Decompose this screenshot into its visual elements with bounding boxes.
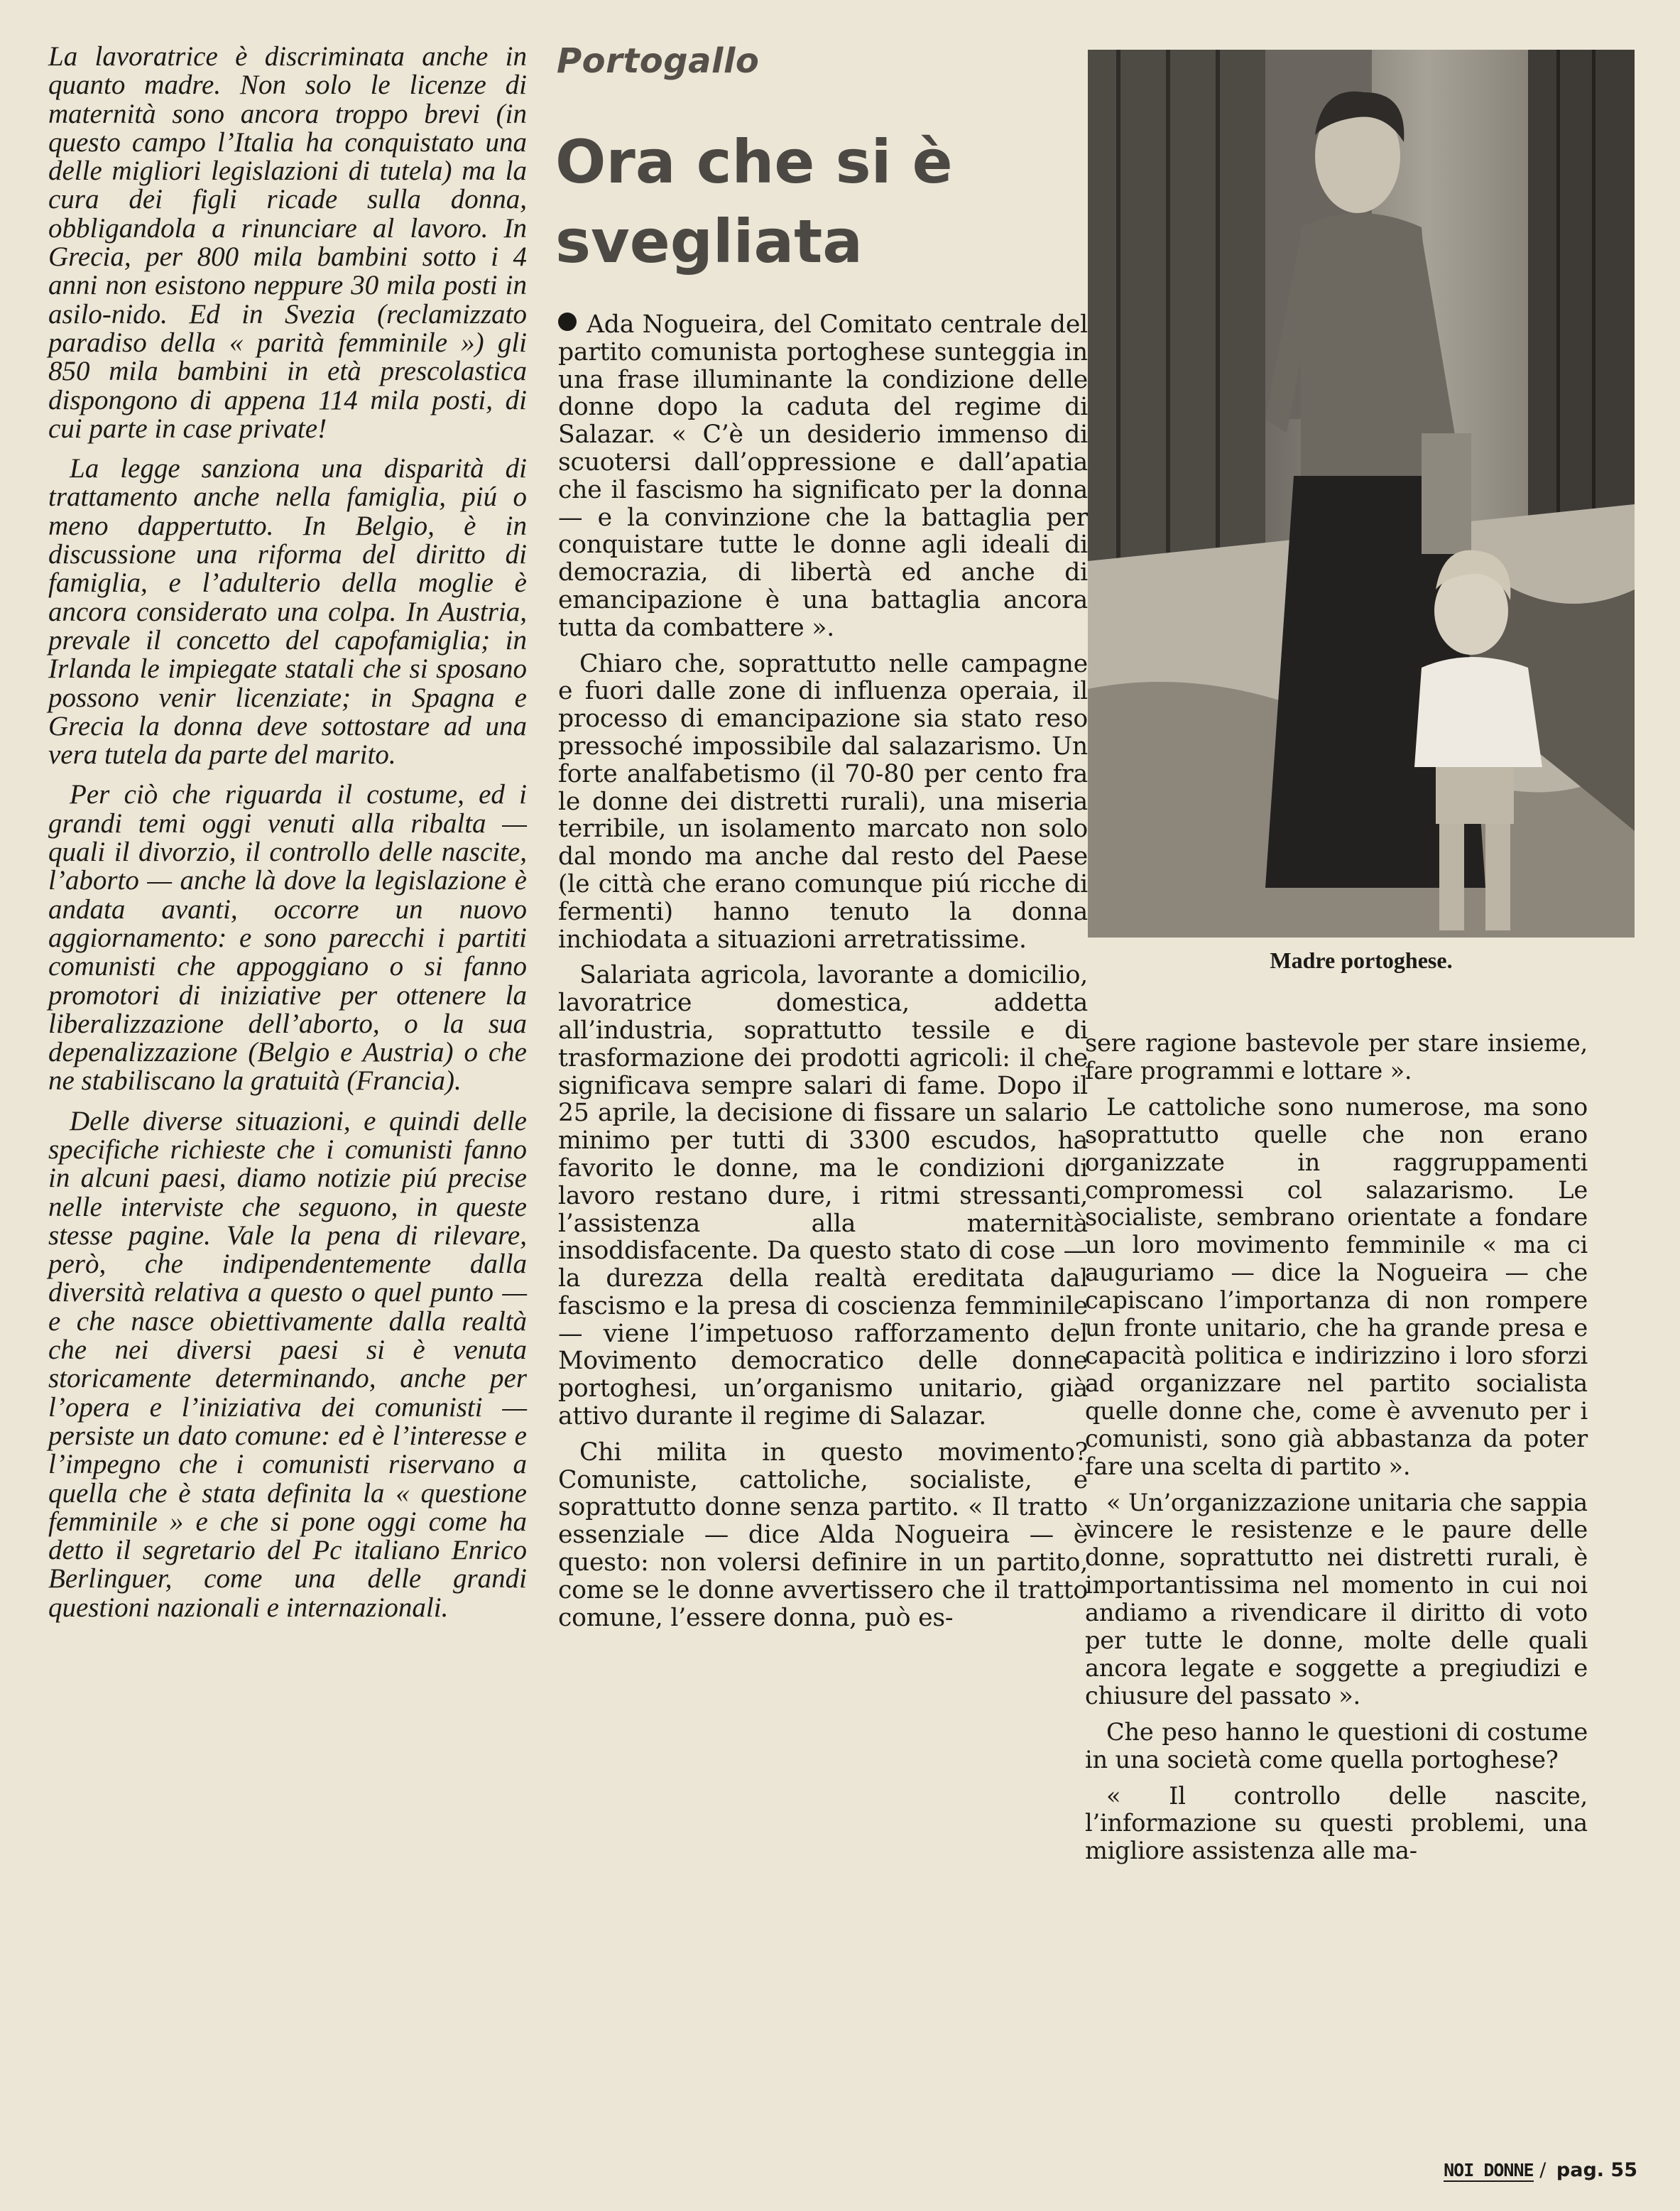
article-headline: Ora che si è svegliata (555, 127, 953, 276)
photo-illustration (1088, 50, 1635, 938)
article-paragraph: Che peso hanno le questioni di costume in una società come quella portoghese? (1085, 1717, 1588, 1773)
article-paragraph: Chi milita in questo movimento? Comuniste, cattoliche, socialiste, e soprattutto donne senza partito. « Il tratto essenziale — dice Alda Nogueira — è questo: non volersi definire in un partito, come se le donne avvertissero che il tratto comune, l’essere donna, può es- (558, 1438, 1088, 1632)
photo-caption: Madre portoghese. (1270, 947, 1453, 973)
article-column-right (1085, 1030, 1588, 1874)
footer-separator: / (1539, 2159, 1547, 2181)
intro-paragraph: La lavoratrice è discriminata anche in quanto madre. Non solo le licenze di maternità sono ancora troppo brevi (in questo campo l’Italia ha conquistato una delle migliori legislazioni di tutela) ma la cura dei figli ricade sulla donna, obbligandola a rinunciare al lavoro. In Grecia, per 800 mila bambini sotto i 4 anni non esistono neppure 30 mila posti in asilo-nido. Ed in Svezia (reclamizzato paradiso della « parità femminile ») gli 850 mila bambini in età prescolastica dispongono di appena 114 mila posti, di cui parte in case private! (48, 41, 527, 444)
article-column-center (558, 311, 1088, 1640)
article-paragraph: « Il controllo delle nascite, l’informazione su questi problemi, una migliore assistenza alle ma- (1085, 1781, 1588, 1865)
article-paragraph: « Un’organizzazione unitaria che sappia vincere le resistenze e le paure delle donne, soprattutto nei distretti rurali, è importantissima nel momento in cui noi andiamo a rivendicare il diritto di voto per tutte le donne, molte delle quali ancora legate e soggette a pregiudizi e chiusure del passato ». (1085, 1488, 1588, 1710)
intro-paragraph: Per ciò che riguarda il costume, ed i grandi temi oggi venuti alla ribalta — quali il divorzio, il controllo delle nascite, l’aborto — anche là dove la legislazione è andata avanti, occorre un nuovo aggiornamento: e sono parecchi i partiti comunisti che appoggiano o si fanno promotori di iniziative per ottenere la liberalizzazione dell’aborto, o la sua depenalizzazione (Belgio e Austria) o che ne stabiliscano la gratuità (Francia). (48, 779, 527, 1097)
magazine-name: NOI DONNE (1444, 2160, 1534, 2180)
bullet-icon (558, 313, 577, 331)
intro-paragraph: La legge sanziona una disparità di trattamento anche nella famiglia, piú o meno dappertutto. In Belgio, è in discussione una riforma del diritto di famiglia, e l’adulterio della moglie è ancora considerato una colpa. In Austria, prevale il concetto del capofamiglia; in Irlanda le impiegate statali che si sposano possono venir licenziate; in Spagna e Grecia la donna deve sottostare ad una vera tutela da parte del marito. (48, 453, 527, 771)
article-paragraph: Chiaro che, soprattutto nelle campagne e fuori dalle zone di influenza operaia, il processo di emancipazione sia stato reso pressoché impossibile dal salazarismo. Un forte analfabetismo (il 70-80 per cento fra le donne dei distretti rurali), una miseria terribile, un isolamento marcato non solo dal mondo ma anche dal resto del Paese (le città che erano comunque piú ricche di fermenti) hanno tenuto la donna inchiodata a situazioni arretratissime. (558, 649, 1088, 954)
article-paragraph: Le cattoliche sono numerose, ma sono soprattutto quelle che non erano organizzate in raggruppamenti compromessi col salazarismo. Le socialiste, sembrano orientate a fondare un loro movimento femminile « ma ci auguriamo — dice la Nogueira — che capiscano l’importanza di non rompere un fronte unitario, che ha grande presa e capacità politica e indirizzino i loro sforzi ad organizzare nel partito socialista quelle donne che, come è avvenuto per i comunisti, sono già abbastanza da poter fare una scelta di partito ». (1085, 1092, 1588, 1480)
photo-mother-portrait (1088, 50, 1635, 938)
article-lead-paragraph (558, 311, 1088, 642)
intro-column (48, 43, 527, 1634)
page-number: pag. 55 (1556, 2159, 1637, 2181)
section-kicker: Portogallo (557, 41, 760, 81)
article-paragraph: Salariata agricola, lavorante a domicilio, lavoratrice domestica, addetta all’industria, soprattutto tessile e di trasformazione dei prodotti agricoli: il che significava sempre salari di fame. Dopo il 25 aprile, la decisione di fissare un salario minimo per tutti di 3300 escudos, ha favorito le donne, ma le condizioni di lavoro restano dure, i ritmi stressanti, l’assistenza alla maternità insoddisfacente. Da questo stato di cose — la durezza della realtà ereditata dal fascismo e la presa di coscienza femminile — viene l’impetuoso rafforzamento del Movimento democratico delle donne portoghesi, un’organismo unitario, già attivo durante il regime di Salazar. (558, 961, 1088, 1431)
lead-text: Ada Nogueira, del Comitato centrale del partito comunista portoghese sunteggia in una frase illuminante la condizione delle donne dopo la caduta del regime di Salazar. « C’è un desiderio immenso di scuotersi dall’oppressione e dall’apatia che il fascismo ha significato per la donna— e la convinzione che la battaglia per conquistare tutte le donne agli ideali di democrazia, di libertà ed anche di emancipazione è una battaglia ancora tutta da combattere ». (558, 310, 1088, 642)
article-paragraph: sere ragione bastevole per stare insieme, fare programmi e lottare ». (1085, 1029, 1588, 1085)
page-footer (1444, 2159, 1637, 2181)
intro-paragraph: Delle diverse situazioni, e quindi delle specifiche richieste che i comunisti fanno in alcuni paesi, diamo notizie piú precise nelle interviste che seguono, in queste stesse pagine. Vale la pena di rilevare, però, che indipendentemente dalla diversità relativa a questo o quel punto — e che nasce obiettivamente dalla realtà che nei diversi paesi si è venuta storicamente determinando, anche per l’opera e l’iniziativa dei comunisti — persiste un dato comune: ed è l’interesse e l’impegno che i comunisti riservano a quella che è stata definita la « questione femminile » e che si pone oggi come ha detto il segretario del Pc italiano Enrico Berlinguer, come una delle grandi questioni nazionali e internazionali. (48, 1105, 527, 1623)
